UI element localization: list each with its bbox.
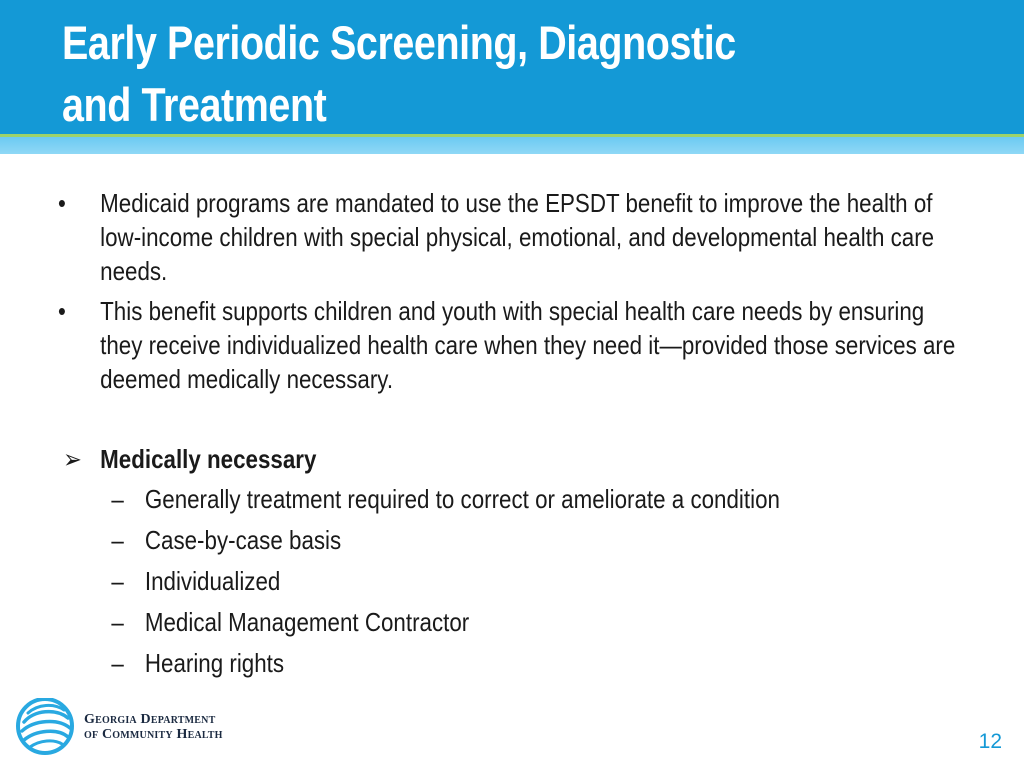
sub-bullet-item [58, 605, 961, 639]
sub-bullet-text: Medical Management Contractor [144, 607, 470, 637]
sub-bullet-text: Hearing rights [144, 648, 285, 678]
dash-marker: – [111, 607, 124, 637]
dash-marker: – [111, 484, 124, 514]
slide-title-line-1: Early Periodic Screening, Diagnostic [62, 16, 736, 69]
sub-bullet-text: Case-by-case basis [144, 525, 342, 555]
slide-body [58, 186, 961, 687]
slide-title-line-2: and Treatment [62, 78, 327, 131]
sub-bullet-item [58, 523, 961, 557]
sub-bullet-item [58, 646, 961, 680]
sub-bullet-item [58, 564, 961, 598]
section-spacer [58, 402, 961, 442]
sub-bullet-item [58, 482, 961, 516]
sub-bullet-text: Individualized [144, 566, 281, 596]
title-bar-band [0, 137, 1024, 154]
logo-line-2: of Community Health [84, 727, 223, 742]
slide-title [62, 12, 818, 136]
highlight-heading [58, 442, 961, 476]
logo-line-1: Georgia Department [84, 712, 216, 727]
sub-bullet-text: Generally treatment required to correct or ameliorate a condition [144, 484, 780, 514]
bullet-marker: • [58, 188, 66, 218]
bullet-marker: • [58, 296, 66, 326]
dash-marker: – [111, 566, 124, 596]
page-number: 12 [978, 730, 1002, 753]
dash-marker: – [111, 525, 124, 555]
bullet-text: Medicaid programs are mandated to use the EPSDT benefit to improve the health of low-income children with special physical, emotional, and developmental health care needs. [100, 188, 935, 286]
dch-logo-wordmark [84, 712, 264, 742]
bullet-text: This benefit supports children and youth with special health care needs by ensuring they receive individualized health care when they need it—provided those services are deemed medically necessary. [100, 296, 956, 394]
highlight-heading-label: Medically necessary [100, 444, 317, 474]
arrow-bullet-icon: ➢ [63, 444, 82, 474]
bullet-item [58, 186, 961, 288]
bullet-item [58, 294, 961, 396]
dash-marker: – [111, 648, 124, 678]
